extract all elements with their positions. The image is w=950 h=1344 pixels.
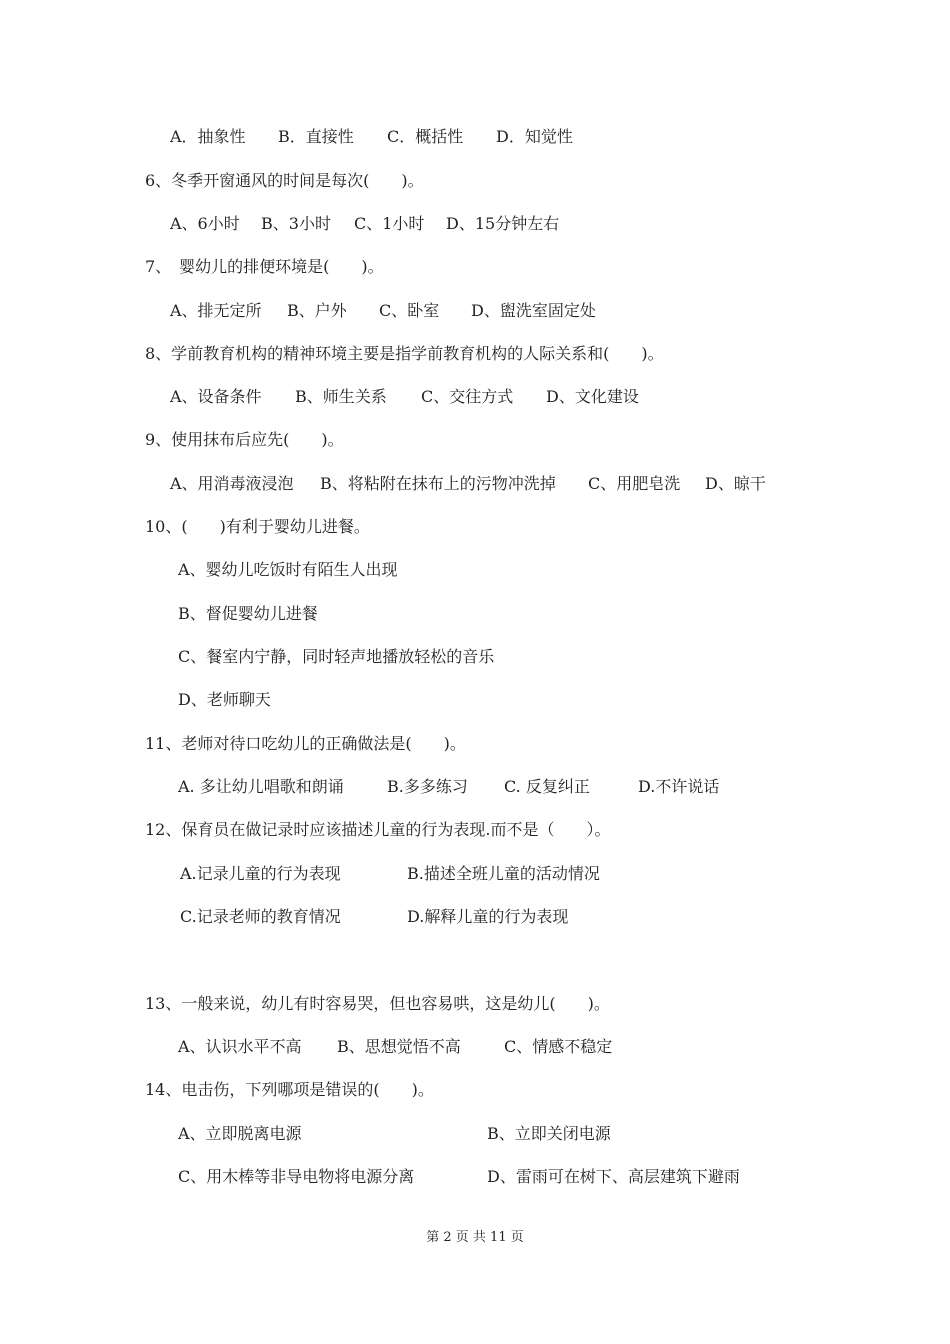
q10-option-a: A、婴幼儿吃饭时有陌生人出现: [178, 560, 398, 579]
question-8-text: 8、学前教育机构的精神环境主要是指学前教育机构的人际关系和( )。: [145, 344, 664, 363]
q9-option-a: A、用消毒液浸泡: [170, 474, 294, 493]
q14-option-b: B、立即关闭电源: [487, 1124, 611, 1143]
q11-option-c: C. 反复纠正: [504, 777, 590, 796]
question-10-text: 10、( )有利于婴幼儿进餐。: [145, 517, 370, 536]
page-number-footer: 第 2 页 共 11 页: [426, 1230, 524, 1245]
q6-option-b: B、3小时: [261, 214, 331, 233]
q12-option-a: A.记录儿童的行为表现: [180, 864, 341, 883]
q7-option-a: A、排无定所: [170, 301, 262, 320]
q13-option-b: B、思想觉悟不高: [337, 1037, 461, 1056]
q14-option-d: D、雷雨可在树下、高层建筑下避雨: [487, 1167, 740, 1186]
q6-option-d: D、15分钟左右: [446, 214, 560, 233]
q14-option-c: C、用木棒等非导电物将电源分离: [178, 1167, 415, 1186]
question-13-text: 13、一般来说，幼儿有时容易哭，但也容易哄，这是幼儿( )。: [145, 994, 610, 1013]
q13-option-a: A、认识水平不高: [178, 1037, 302, 1056]
question-11-text: 11、老师对待口吃幼儿的正确做法是( )。: [145, 734, 466, 753]
q6-option-c: C、1小时: [354, 214, 425, 233]
q8-option-a: A、设备条件: [170, 387, 262, 406]
q12-option-b: B.描述全班儿童的活动情况: [407, 864, 600, 883]
q8-option-b: B、师生关系: [295, 387, 387, 406]
q5-option-d: D．知觉性: [496, 127, 573, 146]
question-12-text: 12、保育员在做记录时应该描述儿童的行为表现.而不是（ ）。: [145, 820, 611, 839]
q10-option-d: D、老师聊天: [178, 690, 271, 709]
q7-option-d: D、盥洗室固定处: [471, 301, 596, 320]
q8-option-d: D、文化建设: [546, 387, 639, 406]
question-14-text: 14、电击伤，下列哪项是错误的( )。: [145, 1080, 434, 1099]
q11-option-d: D.不许说话: [638, 777, 720, 796]
q10-option-b: B、督促婴幼儿进餐: [178, 604, 318, 623]
q6-option-a: A、6小时: [170, 214, 240, 233]
question-9-text: 9、使用抹布后应先( )。: [145, 430, 344, 449]
q11-option-b: B.多多练习: [387, 777, 468, 796]
q5-option-c: C．概括性: [387, 127, 464, 146]
question-6-text: 6、冬季开窗通风的时间是每次( )。: [145, 171, 424, 190]
q10-option-c: C、餐室内宁静，同时轻声地播放轻松的音乐: [178, 647, 495, 666]
q14-option-a: A、立即脱离电源: [178, 1124, 302, 1143]
q13-option-c: C、情感不稳定: [504, 1037, 613, 1056]
q7-option-c: C、卧室: [379, 301, 440, 320]
q5-option-b: B．直接性: [278, 127, 354, 146]
q8-option-c: C、交往方式: [421, 387, 514, 406]
question-7-text: 7、 婴幼儿的排便环境是( )。: [145, 257, 384, 276]
q9-option-d: D、晾干: [705, 474, 766, 493]
q12-option-c: C.记录老师的教育情况: [180, 907, 341, 926]
q9-option-b: B、将粘附在抹布上的污物冲洗掉: [320, 474, 556, 493]
q9-option-c: C、用肥皂洗: [588, 474, 681, 493]
q12-option-d: D.解释儿童的行为表现: [407, 907, 569, 926]
q5-option-a: A．抽象性: [170, 127, 246, 146]
q11-option-a: A. 多让幼儿唱歌和朗诵: [178, 777, 344, 796]
q7-option-b: B、户外: [287, 301, 347, 320]
